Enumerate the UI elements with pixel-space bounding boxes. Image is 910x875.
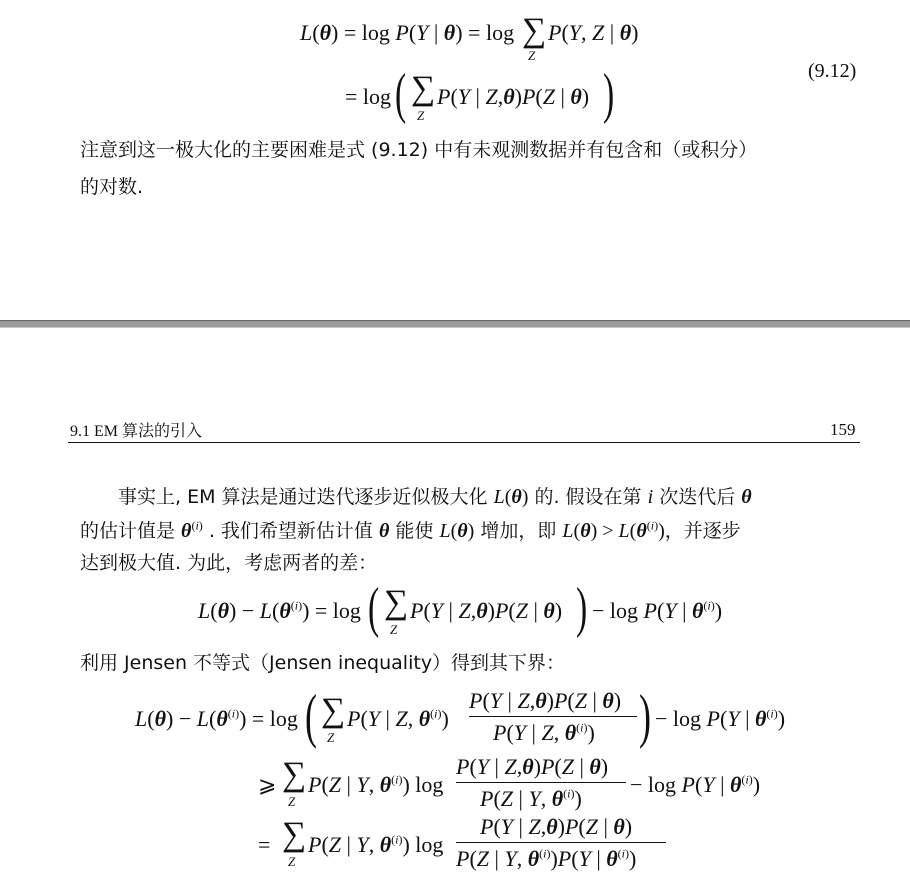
paragraph-line: 的估计值是 $\theta^{(i)}$ . 我们希望新估计值 θ 能使 L(θ) 增加，即 $L(\theta) > L(\theta^{(i)})$，并逐步 — [80, 518, 741, 542]
equation-jensen-line-2: ⩾ ∑ Z P(Z | Y, $\theta^{(i)}$) log P(Y | Z,θ)P(Z | θ) P(Z | Y, $\theta^{(i)}$) − log P(Y | $\theta^{(i)}$) — [258, 754, 761, 811]
equation-difference: $L(\theta) - L(\theta^{(i)}) = \log$ ( ∑ Z P(Y | Z,θ)P(Z | θ) ) − log P(Y | $\theta^{(i)}$) — [198, 577, 723, 639]
equation-9-12-line-1: L(θ) = log P(Y | θ) = log ∑ Z P(Y, Z | θ) — [300, 12, 639, 63]
paragraph-line: 达到极大值. 为此，考虑两者的差： — [80, 552, 378, 574]
top-page — [0, 0, 910, 320]
page-separator — [0, 320, 910, 328]
paragraph-line: 事实上, EM 算法是通过迭代逐步近似极大化 L(θ) 的. 假设在第 i 次迭代后 θ — [118, 486, 752, 508]
header-rule — [68, 442, 860, 443]
equation-9-12-line-2: = log ( ∑ Z P(Y | Z,θ)P(Z | θ) ) — [345, 63, 615, 125]
paragraph-line: 注意到这一极大化的主要困难是式 (9.12) 中有未观测数据并有包含和（或积分） — [80, 139, 758, 161]
paragraph-line: 的对数. — [80, 176, 144, 198]
paragraph-line: 利用 Jensen 不等式（Jensen inequality）得到其下界： — [80, 652, 566, 674]
equation-jensen-line-3: = ∑ Z P(Z | Y, $\theta^{(i)}$) log P(Y | Z,θ)P(Z | θ) P(Z | Y, $\theta^{(i)})P(Y$ | $\theta^{(i)}$) — [258, 812, 678, 874]
bottom-page — [0, 328, 910, 875]
equation-jensen-line-1: $L(\theta) - L(\theta^{(i)}) = \log$ ( ∑ Z P(Y | Z, $\theta^{(i)}$) P(Y | Z,θ)P(Z | θ) P(Y | Z, $\theta^{(i)}$) ) − log P(Y | $\theta^{(i)}$) — [135, 683, 786, 749]
running-header-section: 9.1 EM 算法的引入 — [70, 423, 203, 440]
equation-number: (9.12) — [808, 60, 857, 82]
page-number: 159 — [830, 420, 856, 439]
